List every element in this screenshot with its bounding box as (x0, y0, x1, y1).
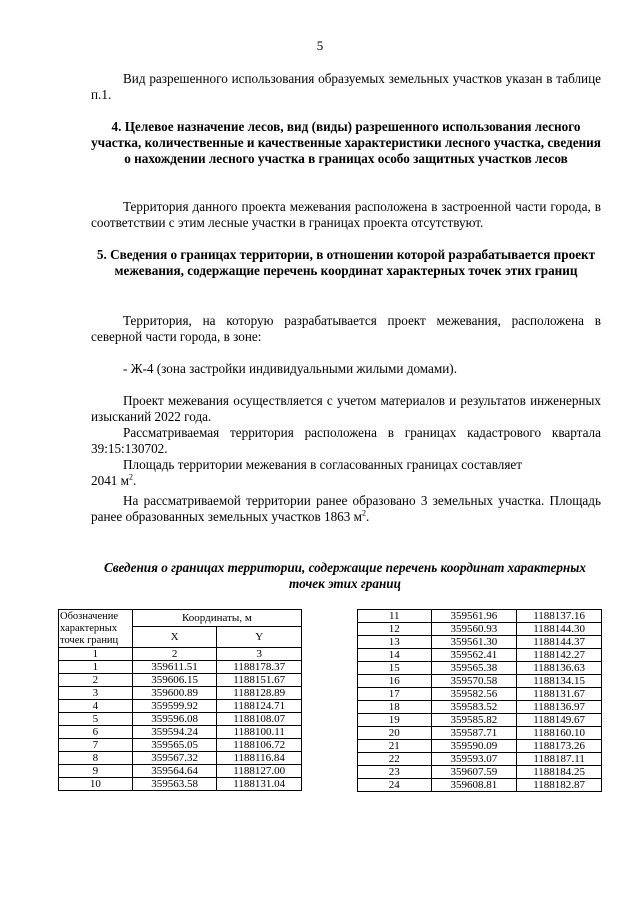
point-number: 21 (358, 740, 432, 753)
coordinate-y: 1188128.89 (217, 687, 302, 700)
point-number: 5 (59, 713, 133, 726)
table-row (358, 675, 602, 688)
section-5-heading: 5. Сведения о границах территории, в отношении которой разрабатывается проект межевания, содержащие перечень координат характерных точек этих границ (96, 247, 596, 278)
table-row (358, 766, 602, 779)
coordinate-y: 1188136.97 (517, 701, 602, 714)
point-number: 19 (358, 714, 432, 727)
table-row (358, 662, 602, 675)
coordinate-x: 359561.96 (431, 610, 517, 623)
point-number: 24 (358, 779, 432, 792)
section-5-paragraph-6: На рассматриваемой территории ранее образовано 3 земельных участка. Площадь ранее образованных земельных участков 1863 $м^2$. (91, 493, 601, 524)
coordinate-x: 359560.93 (431, 623, 517, 636)
coordinate-x: 359611.51 (132, 661, 217, 674)
point-number: 13 (358, 636, 432, 649)
coordinate-x: 359599.92 (132, 700, 217, 713)
coordinate-x: 359563.58 (132, 778, 217, 791)
coordinate-x: 359606.15 (132, 674, 217, 687)
table-row (59, 765, 302, 778)
previous-plots-text: На рассматриваемой территории ранее образовано 3 земельных участка. Площадь ранее образованных земельных участков 1863 м (91, 493, 601, 524)
table-row (358, 714, 602, 727)
coordinate-x: 359596.08 (132, 713, 217, 726)
previous-plots-unit-sup: 2 (362, 508, 366, 518)
coordinate-y: 1188184.25 (517, 766, 602, 779)
table-row (358, 636, 602, 649)
section-4-heading: 4. Целевое назначение лесов, вид (виды) разрешенного использования лесного участка, количественные и качественные характеристики лесного участка, сведения о нахождении лесного участка в границах особо защитных участков лесов (91, 119, 601, 166)
point-number: 8 (59, 752, 133, 765)
column-number: 3 (217, 648, 302, 661)
coordinate-y: 1188173.26 (517, 740, 602, 753)
table-row (358, 701, 602, 714)
table-title: Сведения о границах территории, содержащие перечень координат характерных точек этих границ (104, 560, 586, 591)
coordinate-y: 1188142.27 (517, 649, 602, 662)
coordinate-x: 359600.89 (132, 687, 217, 700)
coordinate-y: 1188106.72 (217, 739, 302, 752)
point-number: 9 (59, 765, 133, 778)
coordinate-x: 359570.58 (431, 675, 517, 688)
table-row (358, 610, 602, 623)
coordinate-y: 1188116.84 (217, 752, 302, 765)
coordinate-x: 359582.56 (431, 688, 517, 701)
coordinate-y: 1188151.67 (217, 674, 302, 687)
coordinate-x: 359608.81 (431, 779, 517, 792)
coordinates-table-right (357, 609, 602, 792)
point-number: 12 (358, 623, 432, 636)
coordinate-y: 1188134.15 (517, 675, 602, 688)
table-row (59, 752, 302, 765)
coordinate-y: 1188131.04 (217, 778, 302, 791)
header-coordinates: Координаты, м (132, 610, 301, 627)
point-number: 6 (59, 726, 133, 739)
coordinate-x: 359565.05 (132, 739, 217, 752)
table-row (59, 778, 302, 791)
coordinate-y: 1188144.30 (517, 623, 602, 636)
coordinate-x: 359562.41 (431, 649, 517, 662)
coordinate-x: 359565.38 (431, 662, 517, 675)
column-number: 2 (132, 648, 217, 661)
section-4-text: Территория данного проекта межевания расположена в застроенной части города, в соответствии с этим лесные участки в границах проекта отсутствуют. (91, 199, 601, 230)
area-label: Площадь территории межевания в согласованных границах составляет (123, 457, 523, 472)
point-number: 7 (59, 739, 133, 752)
table-numbering-row (59, 648, 302, 661)
coordinate-x: 359607.59 (431, 766, 517, 779)
point-number: 20 (358, 727, 432, 740)
coordinate-x: 359564.64 (132, 765, 217, 778)
coordinate-y: 1188100.11 (217, 726, 302, 739)
coordinate-y: 1188149.67 (517, 714, 602, 727)
coordinate-x: 359594.24 (132, 726, 217, 739)
coordinate-y: 1188136.63 (517, 662, 602, 675)
table-row (358, 649, 602, 662)
table-row (358, 779, 602, 792)
point-number: 22 (358, 753, 432, 766)
coordinate-y: 1188124.71 (217, 700, 302, 713)
point-number: 10 (59, 778, 133, 791)
coordinate-y: 1188178.37 (217, 661, 302, 674)
section-5-zone: - Ж-4 (зона застройки индивидуальными жилыми домами). (123, 361, 457, 376)
left-table-body (59, 661, 302, 791)
table-row (59, 661, 302, 674)
coordinate-x: 359585.82 (431, 714, 517, 727)
point-number: 16 (358, 675, 432, 688)
table-header-row-1 (59, 610, 302, 627)
point-number: 18 (358, 701, 432, 714)
table-row (59, 674, 302, 687)
point-number: 11 (358, 610, 432, 623)
coordinate-x: 359587.71 (431, 727, 517, 740)
coordinate-y: 1188187.11 (517, 753, 602, 766)
section-5-paragraph-3: Проект межевания осуществляется с учетом материалов и результатов инженерных изысканий 2022 года. (91, 393, 601, 424)
coordinate-y: 1188137.16 (517, 610, 602, 623)
right-table-body (358, 610, 602, 792)
intro-paragraph: Вид разрешенного использования образуемых земельных участков указан в таблице п.1. (91, 71, 601, 102)
column-number: 1 (59, 648, 133, 661)
area-unit-sup: 2 (129, 472, 134, 482)
point-number: 4 (59, 700, 133, 713)
section-5-paragraph-1: Территория, на которую разрабатывается проект межевания, расположена в северной части города, в зоне: (91, 313, 601, 344)
table-row (358, 740, 602, 753)
coordinates-table-left (58, 609, 302, 791)
coordinate-x: 359561.30 (431, 636, 517, 649)
coordinate-y: 1188144.37 (517, 636, 602, 649)
table-row (59, 726, 302, 739)
point-number: 15 (358, 662, 432, 675)
coordinate-x: 359593.07 (431, 753, 517, 766)
point-number: 23 (358, 766, 432, 779)
point-number: 14 (358, 649, 432, 662)
coordinate-y: 1188108.07 (217, 713, 302, 726)
coordinate-y: 1188127.00 (217, 765, 302, 778)
table-row (358, 753, 602, 766)
header-y: Y (217, 627, 302, 648)
area-value: 2041 м (91, 473, 130, 488)
table-row (59, 687, 302, 700)
coordinate-x: 359583.52 (431, 701, 517, 714)
coordinate-y: 1188182.87 (517, 779, 602, 792)
table-row (358, 727, 602, 740)
point-number: 1 (59, 661, 133, 674)
point-number: 2 (59, 674, 133, 687)
section-5-paragraph-5: Площадь территории межевания в согласованных границах составляет 2041 $м^2$. (91, 457, 601, 489)
header-designation: Обозначение характерных точек границ (59, 610, 133, 648)
coordinate-y: 1188131.67 (517, 688, 602, 701)
table-row (358, 688, 602, 701)
table-row (59, 700, 302, 713)
coordinate-x: 359567.32 (132, 752, 217, 765)
point-number: 17 (358, 688, 432, 701)
section-5-paragraph-4: Рассматриваемая территория расположена в границах кадастрового квартала 39:15:130702. (91, 425, 601, 456)
coordinate-y: 1188160.10 (517, 727, 602, 740)
point-number: 3 (59, 687, 133, 700)
table-row (59, 713, 302, 726)
table-row (59, 739, 302, 752)
coordinate-x: 359590.09 (431, 740, 517, 753)
page-number: 5 (316, 38, 324, 53)
table-row (358, 623, 602, 636)
header-x: X (132, 627, 217, 648)
